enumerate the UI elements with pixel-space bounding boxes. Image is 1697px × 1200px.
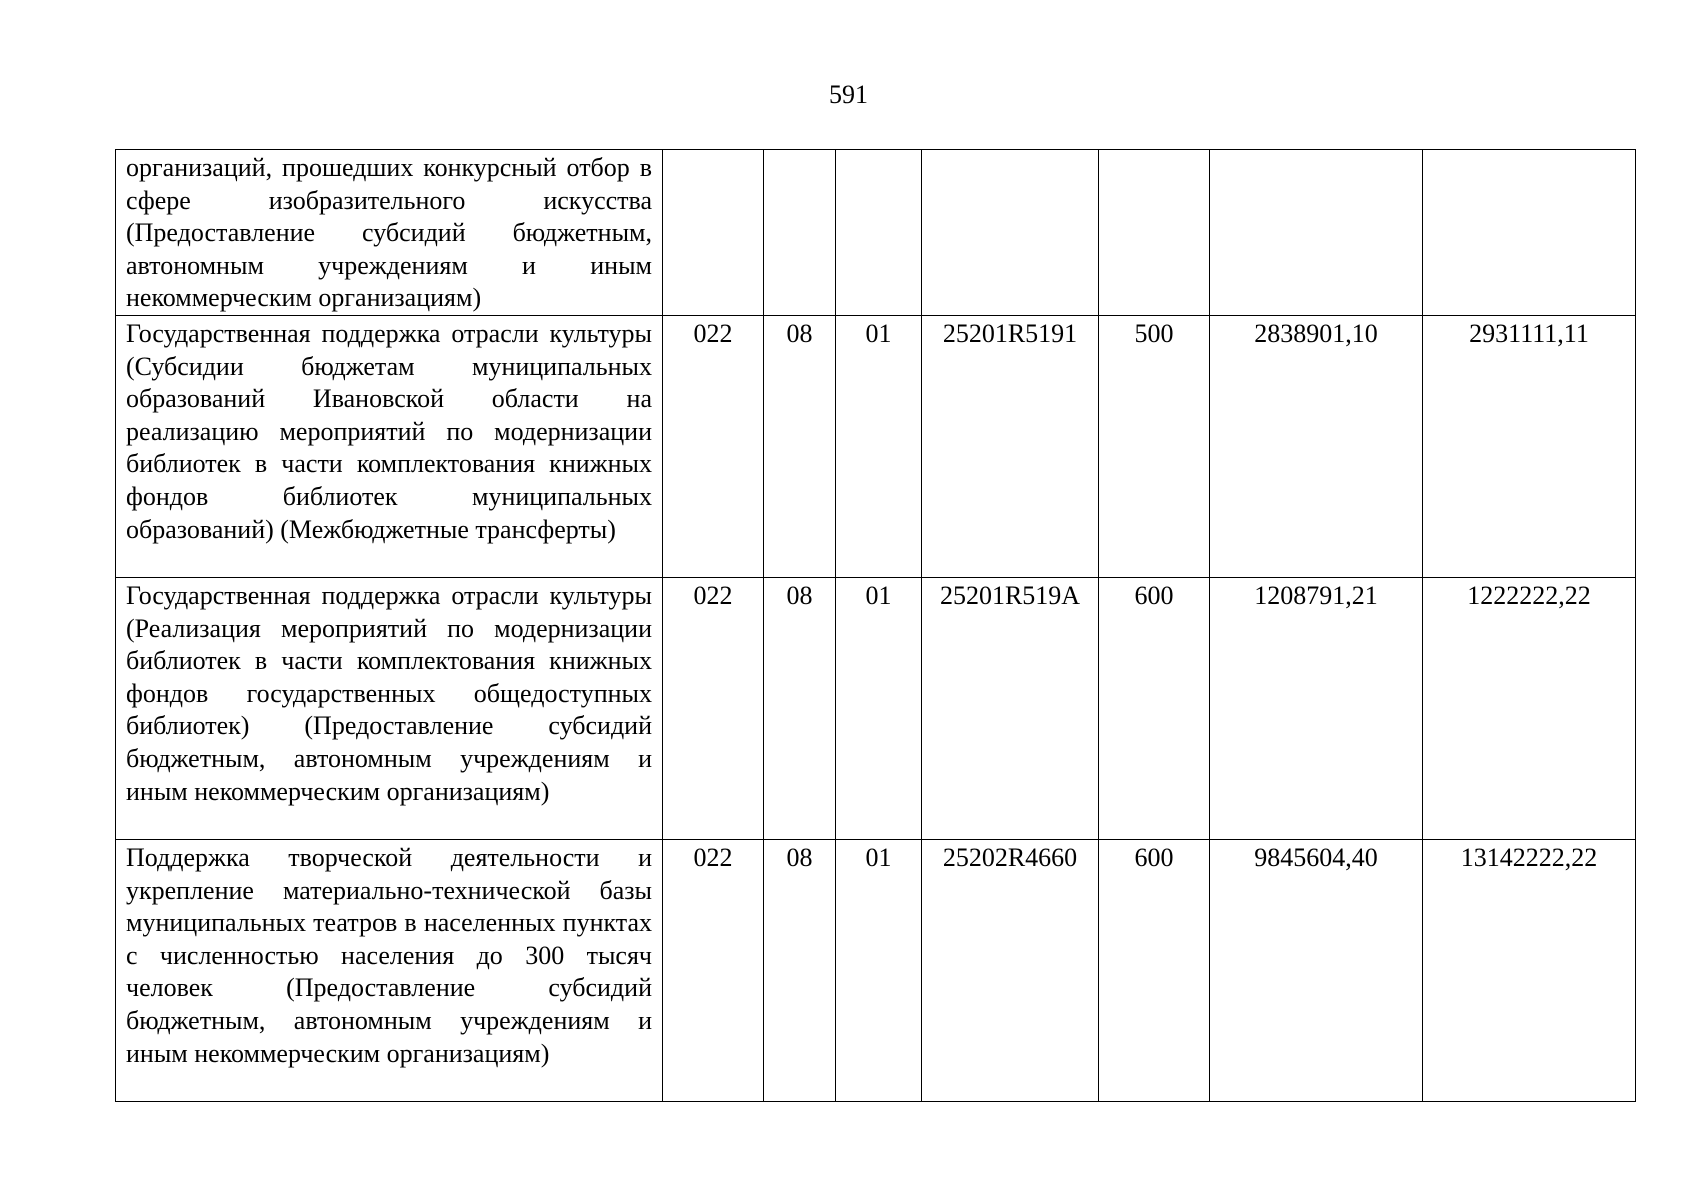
expense-type-code: 600 bbox=[1099, 577, 1210, 839]
target-article-code: 25202R4660 bbox=[922, 839, 1099, 1101]
amount-1 bbox=[1210, 150, 1423, 316]
target-article-code: 25201R519A bbox=[922, 577, 1099, 839]
amount-1: 9845604,40 bbox=[1210, 839, 1423, 1101]
row-description: Государственная поддержка отрасли культуры (Реализация мероприятий по модернизации библиотек в части комплектования книжных фондов государственных общедоступных библиотек) (Предоставление субсидий бюджетным, автономным учреждениям и иным некоммерческим организациям) bbox=[116, 577, 663, 839]
row-description: Поддержка творческой деятельности и укрепление материально-технической базы муниципальных театров в населенных пунктах с численностью населения до 300 тысяч человек (Предоставление субсидий бюджетным, автономным учреждениям и иным некоммерческим организациям) bbox=[116, 839, 663, 1101]
row-description: организаций, прошедших конкурсный отбор в сфере изобразительного искусства (Предоставление субсидий бюджетным, автономным учреждениям и иным некоммерческим организациям) bbox=[116, 150, 663, 316]
amount-1: 1208791,21 bbox=[1210, 577, 1423, 839]
table-row bbox=[116, 577, 1636, 839]
budget-table bbox=[115, 149, 1636, 1102]
ministry-code: 022 bbox=[663, 315, 764, 577]
section-code bbox=[764, 150, 836, 316]
subsection-code: 01 bbox=[836, 839, 922, 1101]
amount-1: 2838901,10 bbox=[1210, 315, 1423, 577]
subsection-code: 01 bbox=[836, 577, 922, 839]
amount-2: 2931111,11 bbox=[1423, 315, 1636, 577]
amount-2: 1222222,22 bbox=[1423, 577, 1636, 839]
section-code: 08 bbox=[764, 577, 836, 839]
subsection-code: 01 bbox=[836, 315, 922, 577]
expense-type-code bbox=[1099, 150, 1210, 316]
amount-2 bbox=[1423, 150, 1636, 316]
section-code: 08 bbox=[764, 839, 836, 1101]
ministry-code: 022 bbox=[663, 839, 764, 1101]
expense-type-code: 500 bbox=[1099, 315, 1210, 577]
row-description: Государственная поддержка отрасли культуры (Субсидии бюджетам муниципальных образований Ивановской области на реализацию мероприятий по модернизации библиотек в части комплектования книжных фондов библиотек муниципальных образований) (Межбюджетные трансферты) bbox=[116, 315, 663, 577]
table-row bbox=[116, 150, 1636, 316]
ministry-code bbox=[663, 150, 764, 316]
subsection-code bbox=[836, 150, 922, 316]
section-code: 08 bbox=[764, 315, 836, 577]
expense-type-code: 600 bbox=[1099, 839, 1210, 1101]
table-row bbox=[116, 315, 1636, 577]
amount-2: 13142222,22 bbox=[1423, 839, 1636, 1101]
target-article-code bbox=[922, 150, 1099, 316]
page-number: 591 bbox=[829, 80, 868, 109]
ministry-code: 022 bbox=[663, 577, 764, 839]
table-row bbox=[116, 839, 1636, 1101]
target-article-code: 25201R5191 bbox=[922, 315, 1099, 577]
